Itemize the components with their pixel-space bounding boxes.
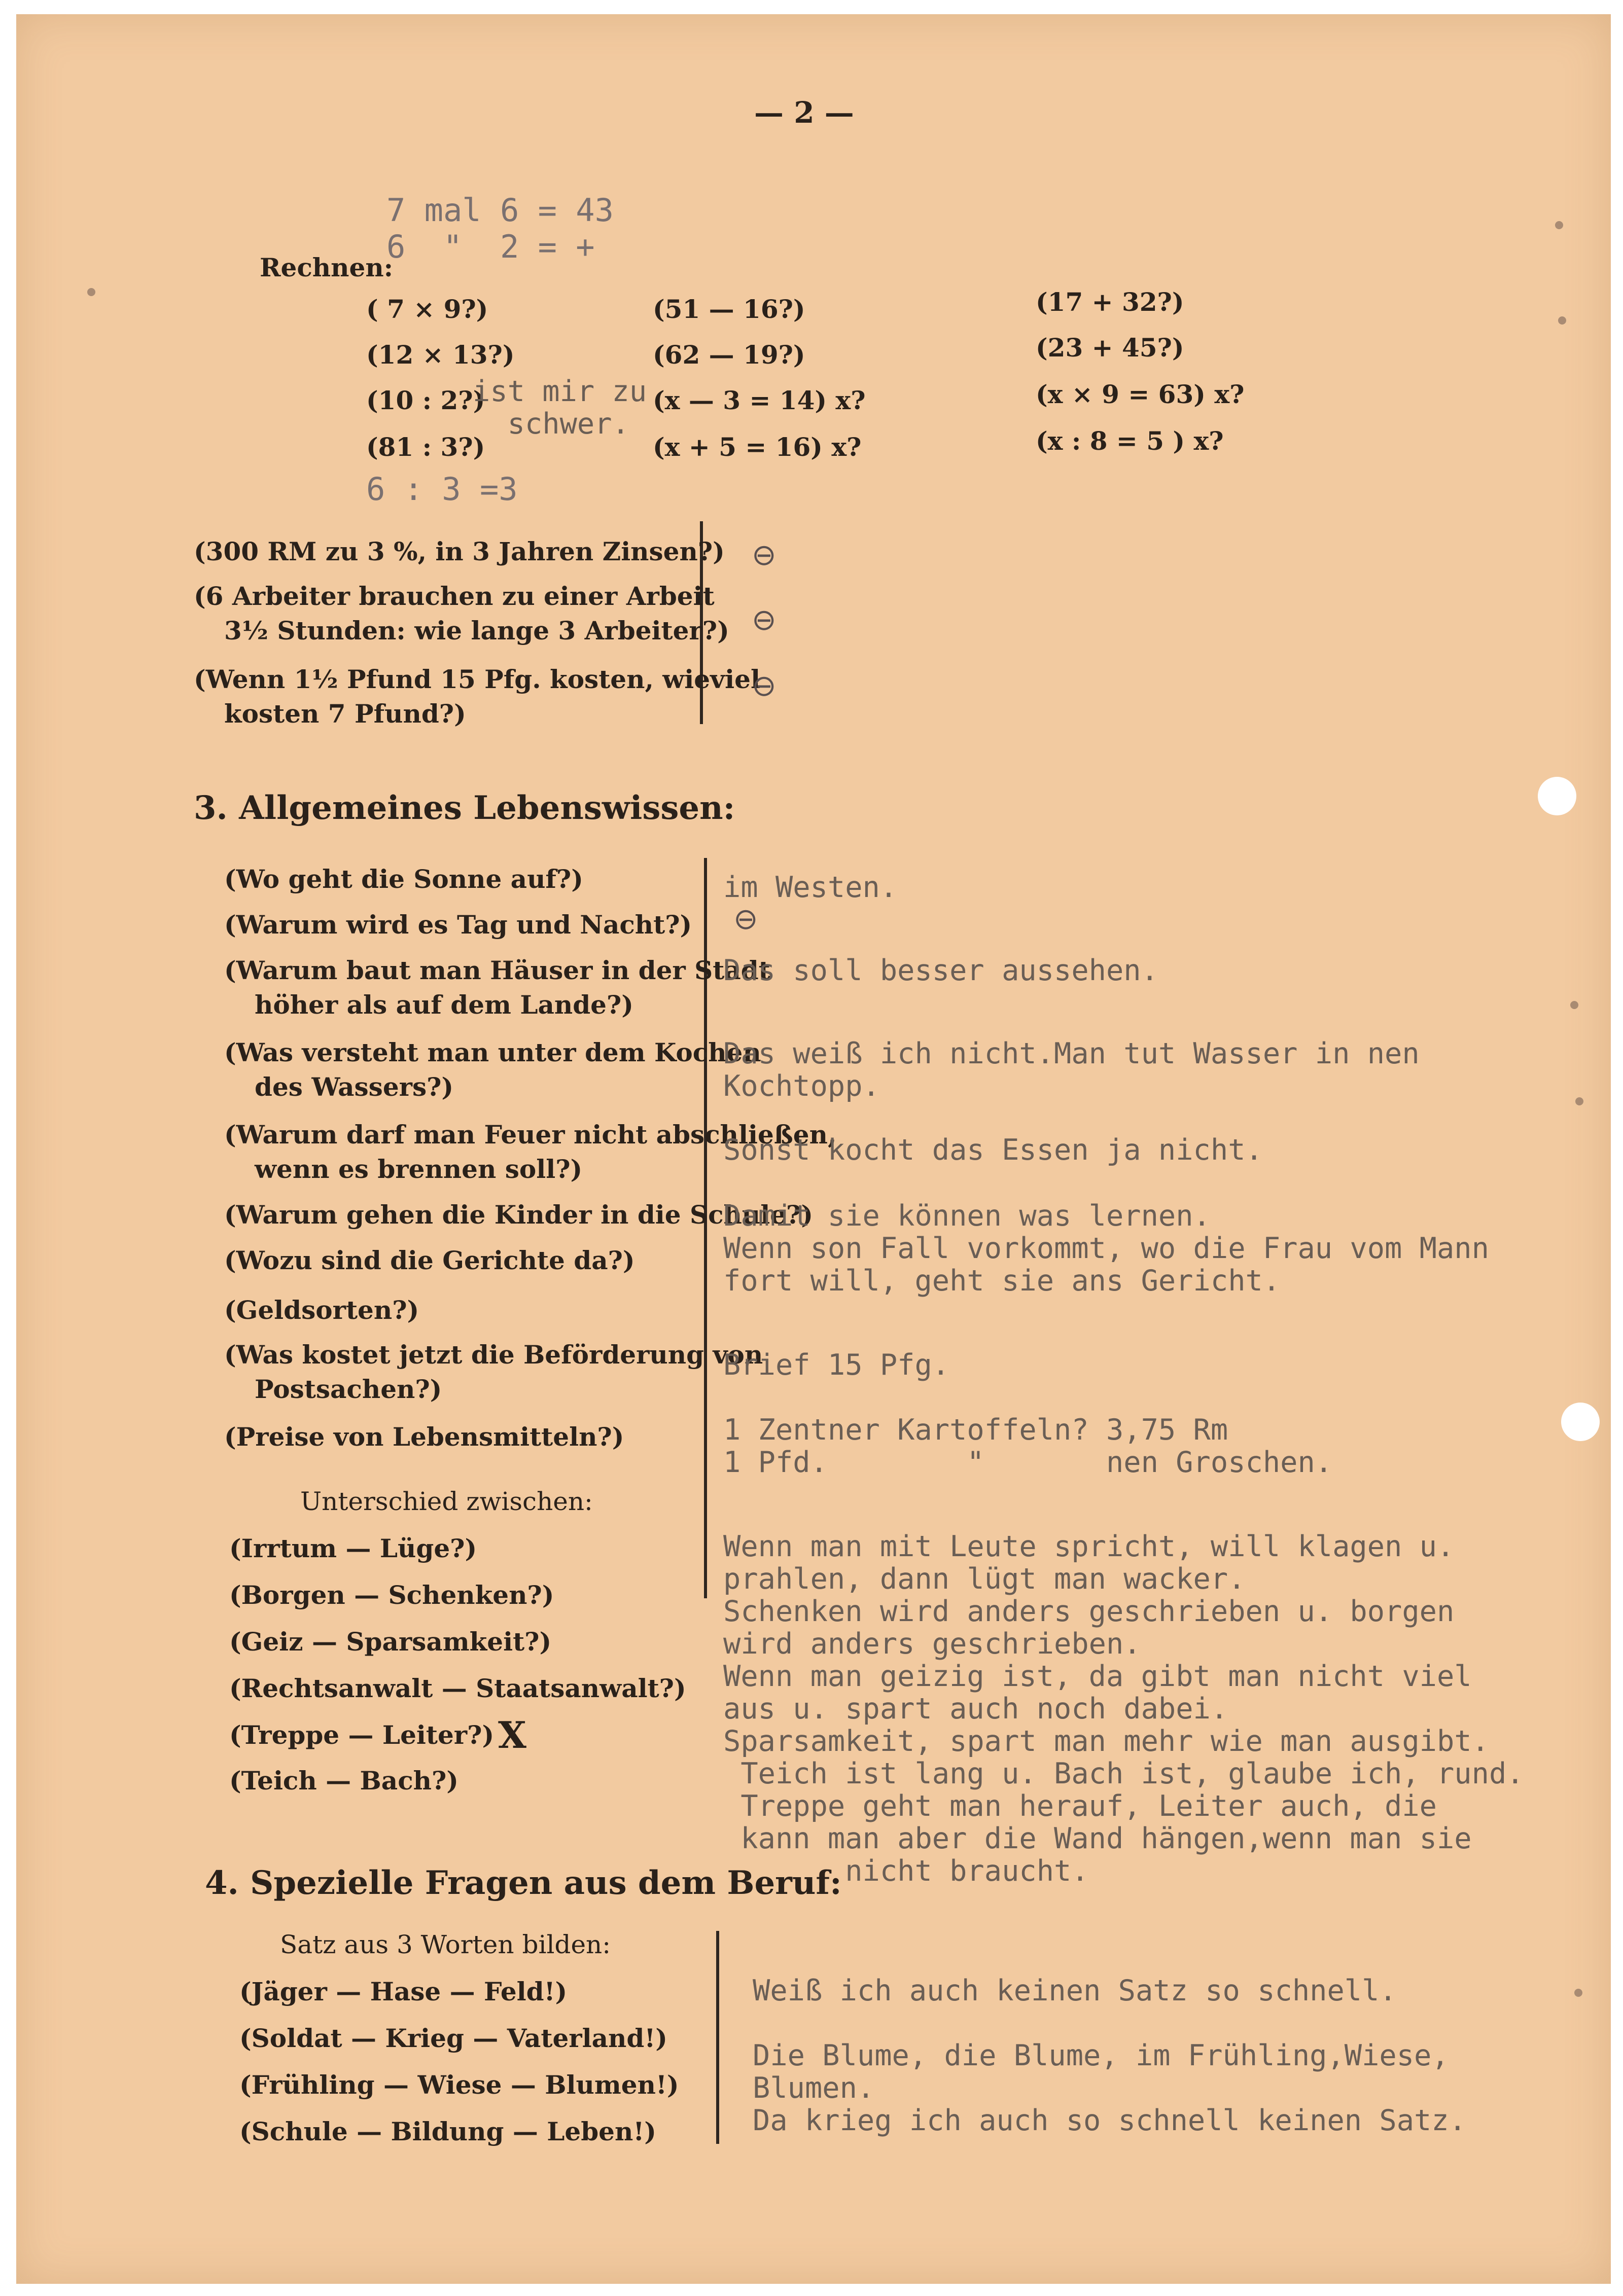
rechnen-col3-3: (x × 9 = 63) x? [1036, 379, 1245, 409]
rechnen-label: Rechnen: [260, 253, 394, 282]
rechnen-col2-4: (x + 5 = 16) x? [653, 432, 862, 462]
s3-question-9-line2: Postsachen?) [255, 1374, 442, 1404]
rechnen-col1-3: (10 : 2?) [366, 385, 485, 415]
s3-question-4-line2: des Wassers?) [255, 1072, 454, 1102]
scan-speck [87, 288, 95, 296]
scan-speck [1555, 221, 1563, 229]
word-problem-2-answer: ⊖ [752, 602, 777, 637]
s3-answer-9: Wenn man mit Leute spricht, will klagen u. prahlen, dann lügt man wacker. Schenken wird anders geschrieben u. borgen wird anders geschrieben. Wenn man geizig ist, da gibt man nicht viel aus u. spart auch noch dabei. Sparsamkeit, spart man mehr wie man ausgibt. Teich ist lang u. Bach ist, glaube ich, rund. Treppe geht man herauf, Leiter auch, die kann man aber die Wand hängen,wenn man sie nicht braucht. [723, 1530, 1524, 1888]
word-problem-1: (300 RM zu 3 %, in 3 Jahren Zinsen?) [194, 536, 725, 566]
x-mark-treppe: X [498, 1713, 526, 1756]
s3-difference-1: (Irrtum — Lüge?) [229, 1533, 477, 1563]
punch-hole-bottom [1561, 1403, 1600, 1441]
s3-question-10: (Preise von Lebensmitteln?) [224, 1422, 624, 1452]
rechnen-col1-4: (81 : 3?) [366, 432, 485, 462]
s3-question-3-line1: (Warum baut man Häuser in der Stadt [224, 955, 770, 985]
s3-question-6: (Warum gehen die Kinder in die Schule?) [224, 1200, 814, 1230]
handwritten-6-3: 6 : 3 =3 [366, 471, 518, 508]
typed-note-schwer: ist mir zu schwer. [473, 375, 647, 441]
s3-answer-6: Damit sie können was lernen. Wenn son Fall vorkommt, wo die Frau vom Mann fort will, geht sie ans Gericht. [723, 1199, 1489, 1298]
word-problem-1-answer: ⊖ [752, 537, 777, 572]
s3-question-4-line1: (Was versteht man unter dem Kochen [224, 1037, 761, 1067]
word-problem-2-line1: (6 Arbeiter brauchen zu einer Arbeit [194, 581, 715, 611]
s3-question-1: (Wo geht die Sonne auf?) [224, 864, 583, 894]
word-problem-2-line2: 3½ Stunden: wie lange 3 Arbeiter?) [224, 616, 729, 645]
s3-answer-5: Sonst kocht das Essen ja nicht. [723, 1133, 1263, 1167]
s3-question-2: (Warum wird es Tag und Nacht?) [224, 910, 692, 940]
s3-answer-4: Das weiß ich nicht.Man tut Wasser in nen Kochtopp. [723, 1037, 1420, 1103]
word-problem-3-answer: ⊖ [752, 668, 777, 703]
rechnen-col2-2: (62 — 19?) [653, 340, 805, 370]
divider-section4 [716, 1931, 719, 2144]
scan-speck [1570, 1001, 1578, 1009]
scan-speck [1558, 316, 1566, 325]
s3-answer-3: Das soll besser aussehen. [723, 954, 1158, 987]
section4-title: 4. Spezielle Fragen aus dem Beruf: [205, 1864, 842, 1902]
s3-answer-7: Brief 15 Pfg. [723, 1348, 950, 1382]
s3-question-3-line2: höher als auf dem Lande?) [255, 990, 633, 1020]
s3-difference-5: (Treppe — Leiter?) [229, 1720, 495, 1750]
s3-answer-8: 1 Zentner Kartoffeln? 3,75 Rm 1 Pfd. " nen Groschen. [723, 1413, 1333, 1479]
s4-question-4: (Schule — Bildung — Leben!) [239, 2116, 656, 2146]
page-number: — 2 — [754, 95, 854, 130]
s4-question-1: (Jäger — Hase — Feld!) [239, 1977, 568, 2006]
section3-title: 3. Allgemeines Lebenswissen: [194, 789, 735, 827]
s3-question-5-line2: wenn es brennen soll?) [255, 1154, 583, 1184]
scan-speck [1574, 1989, 1582, 1997]
s3-question-9-line1: (Was kostet jetzt die Beförderung von [224, 1340, 763, 1370]
s3-difference-2: (Borgen — Schenken?) [229, 1580, 554, 1610]
s4-subheading: Satz aus 3 Worten bilden: [280, 1930, 611, 1959]
s3-answer-1: im Westen. [723, 871, 898, 904]
s3-difference-3: (Geiz — Sparsamkeit?) [229, 1627, 552, 1657]
s4-question-3: (Frühling — Wiese — Blumen!) [239, 2070, 679, 2100]
word-problem-3-line2: kosten 7 Pfund?) [224, 699, 466, 729]
s3-question-8: (Geldsorten?) [224, 1295, 419, 1325]
rechnen-col2-3: (x — 3 = 14) x? [653, 385, 866, 415]
s4-answers: Weiß ich auch keinen Satz so schnell. Die Blume, die Blume, im Frühling,Wiese, Blumen. Da krieg ich auch so schnell keinen Satz. [753, 1974, 1466, 2137]
rechnen-col3-2: (23 + 45?) [1036, 333, 1184, 363]
s3-answer-2: ⊖ [733, 902, 758, 936]
rechnen-col1-2: (12 × 13?) [366, 340, 515, 370]
s3-difference-6: (Teich — Bach?) [229, 1766, 458, 1796]
s3-difference-4: (Rechtsanwalt — Staatsanwalt?) [229, 1673, 686, 1703]
rechnen-col3-4: (x : 8 = 5 ) x? [1036, 426, 1224, 456]
s4-question-2: (Soldat — Krieg — Vaterland!) [239, 2023, 667, 2053]
rechnen-col3-1: (17 + 32?) [1036, 287, 1184, 317]
handwritten-calc-2: 6 " 2 = + [386, 228, 595, 265]
scan-speck [1575, 1097, 1583, 1105]
s3-question-5-line1: (Warum darf man Feuer nicht abschließen, [224, 1120, 837, 1150]
s3-question-7: (Wozu sind die Gerichte da?) [224, 1245, 635, 1275]
rechnen-col1-1: ( 7 × 9?) [366, 294, 488, 324]
scanned-page [16, 14, 1611, 2284]
rechnen-col2-1: (51 — 16?) [653, 294, 805, 324]
punch-hole-top [1538, 777, 1576, 815]
handwritten-calc-1: 7 mal 6 = 43 [386, 192, 614, 229]
word-problem-3-line1: (Wenn 1½ Pfund 15 Pfg. kosten, wieviel [194, 664, 760, 694]
s3-subheading: Unterschied zwischen: [300, 1487, 593, 1516]
